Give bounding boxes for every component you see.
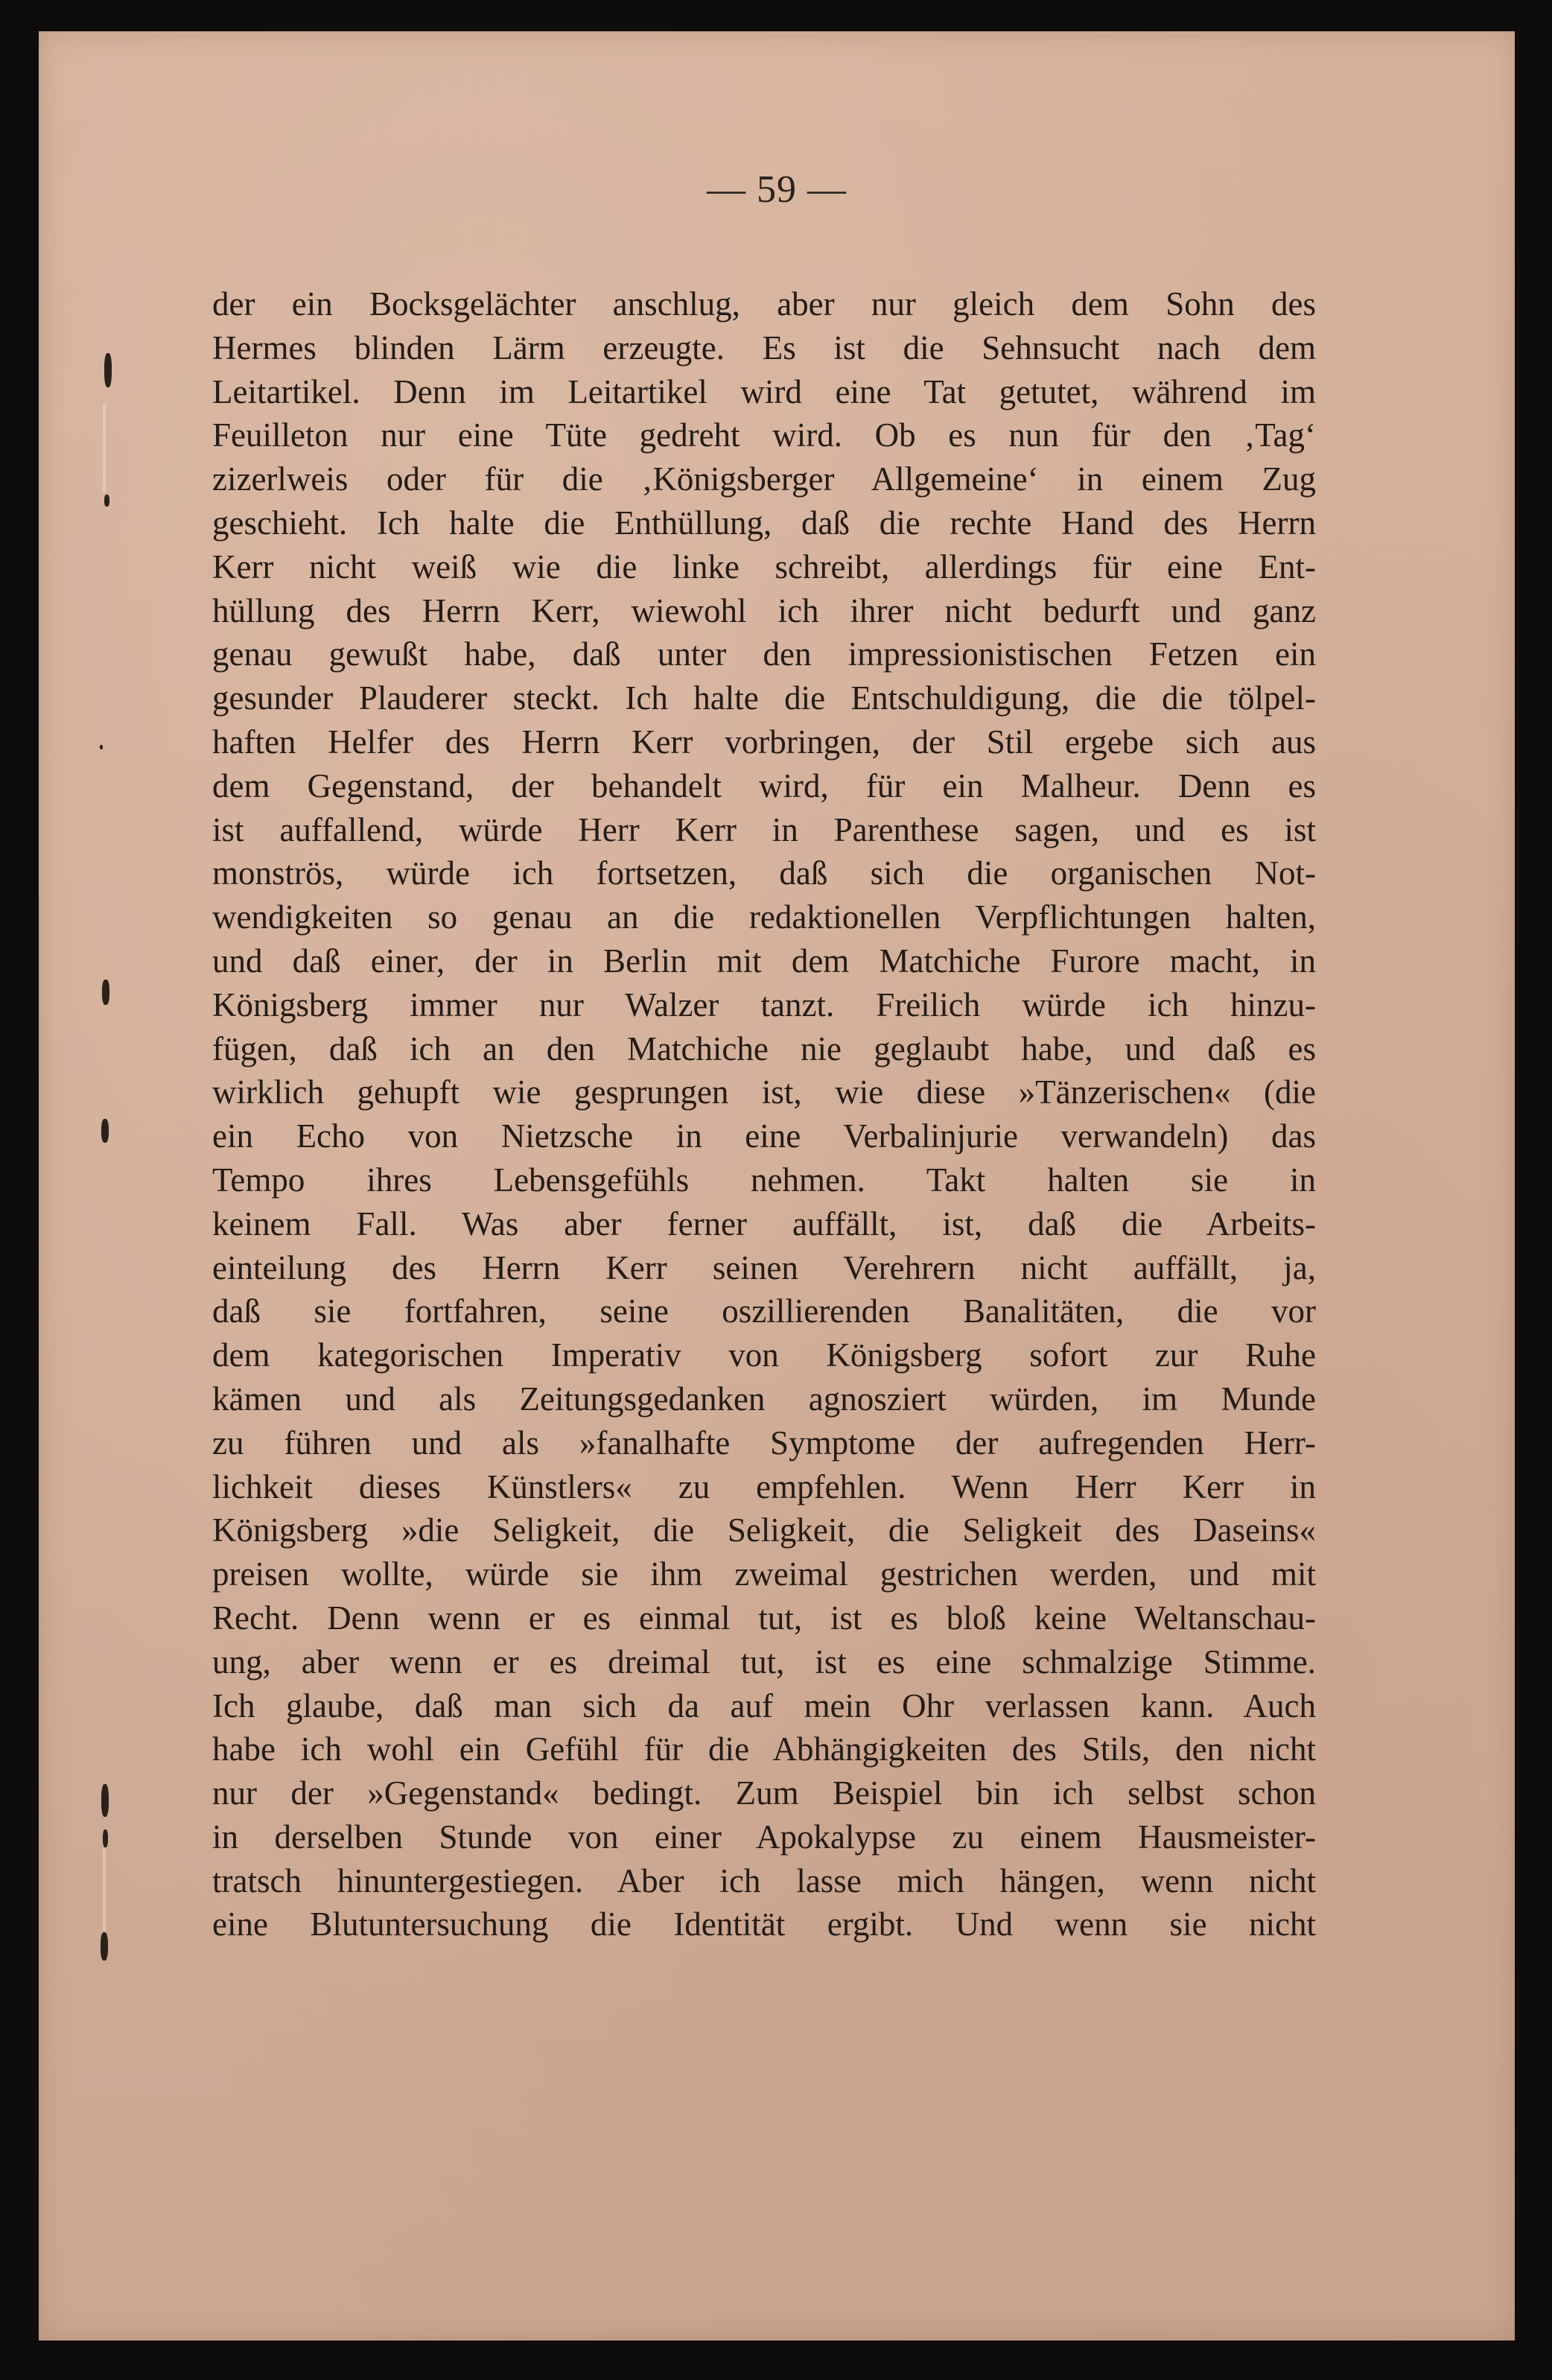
text-line: lichkeit dieses Künstlers« zu empfehlen. Wenn Herr Kerr in: [212, 1467, 1316, 1505]
text-line: gesunder Plauderer steckt. Ich halte die Entschuldigung, die die tölpel-: [212, 679, 1316, 717]
paper-crease: [103, 404, 106, 493]
text-line: Königsberg »die Seligkeit, die Seligkeit, die Seligkeit des Daseins«: [212, 1511, 1316, 1549]
text-line: hüllung des Herrn Kerr, wiewohl ich ihrer nicht bedurft und ganz: [212, 591, 1316, 629]
text-line: Feuilleton nur eine Tüte gedreht wird. Ob es nun für den ‚Tag‘: [212, 416, 1316, 454]
text-line: habe ich wohl ein Gefühl für die Abhängigkeiten des Stils, den nicht: [212, 1730, 1316, 1768]
binding-mark: [101, 1932, 108, 1961]
binding-mark: [104, 495, 109, 507]
text-line: ist auffallend, würde Herr Kerr in Parenthese sagen, und es ist: [212, 810, 1316, 848]
text-line: daß sie fortfahren, seine oszillierenden Banalitäten, die vor: [212, 1292, 1316, 1330]
text-line: Ich glaube, daß man sich da auf mein Ohr verlassen kann. Auch: [212, 1686, 1316, 1724]
text-line: preisen wollte, würde sie ihm zweimal gestrichen werden, und mit: [212, 1555, 1316, 1593]
text-line: in derselben Stunde von einer Apokalypse zu einem Hausmeister-: [212, 1818, 1316, 1856]
text-line: Hermes blinden Lärm erzeugte. Es ist die Sehnsucht nach dem: [212, 329, 1316, 366]
text-line: keinem Fall. Was aber ferner auffällt, ist, daß die Arbeits-: [212, 1205, 1316, 1243]
binding-mark: [100, 745, 103, 749]
text-line: zu führen und als »fanalhafte Symptome der aufregenden Herr-: [212, 1424, 1316, 1462]
text-line: der ein Bocksgelächter anschlug, aber nur gleich dem Sohn des: [212, 285, 1316, 323]
binding-mark: [102, 980, 109, 1005]
paper-crease: [103, 1849, 106, 1931]
text-line: wirklich gehupft wie gesprungen ist, wie diese »Tänzerischen« (die: [212, 1073, 1316, 1111]
text-line: ein Echo von Nietzsche in eine Verbalinjurie verwandeln) das: [212, 1117, 1316, 1155]
page-number: — 59 —: [707, 168, 847, 211]
text-line: nur der »Gegenstand« bedingt. Zum Beispiel bin ich selbst schon: [212, 1774, 1316, 1812]
text-line: kämen und als Zeitungsgedanken agnosziert würden, im Munde: [212, 1380, 1316, 1418]
text-line: haften Helfer des Herrn Kerr vorbringen, der Stil ergebe sich aus: [212, 723, 1316, 761]
book-page: [39, 31, 1515, 2341]
text-line: wendigkeiten so genau an die redaktionellen Verpflichtungen halten,: [212, 898, 1316, 936]
text-line: und daß einer, der in Berlin mit dem Matchiche Furore macht, in: [212, 942, 1316, 980]
text-line: Leitartikel. Denn im Leitartikel wird eine Tat getutet, während im: [212, 372, 1316, 410]
text-line: dem Gegenstand, der behandelt wird, für ein Malheur. Denn es: [212, 767, 1316, 805]
binding-mark: [101, 1119, 109, 1143]
binding-mark: [104, 353, 112, 387]
binding-mark: [103, 1830, 108, 1847]
binding-mark: [101, 1784, 109, 1817]
text-line: geschieht. Ich halte die Enthüllung, daß die rechte Hand des Herrn: [212, 504, 1316, 542]
text-line: Recht. Denn wenn er es einmal tut, ist es bloß keine Weltanschau-: [212, 1599, 1316, 1637]
text-line: einteilung des Herrn Kerr seinen Verehrern nicht auffällt, ja,: [212, 1248, 1316, 1286]
text-line: ung, aber wenn er es dreimal tut, ist es eine schmalzige Stimme.: [212, 1643, 1316, 1681]
text-line: genau gewußt habe, daß unter den impressionistischen Fetzen ein: [212, 635, 1316, 673]
text-line: monströs, würde ich fortsetzen, daß sich die organischen Not-: [212, 854, 1316, 892]
text-line: zizerlweis oder für die ‚Königsberger Allgemeine‘ in einem Zug: [212, 460, 1316, 498]
text-line: Königsberg immer nur Walzer tanzt. Freilich würde ich hinzu-: [212, 986, 1316, 1024]
text-line: tratsch hinuntergestiegen. Aber ich lasse mich hängen, wenn nicht: [212, 1862, 1316, 1900]
body-text: [212, 282, 1316, 1946]
text-line: Tempo ihres Lebensgefühls nehmen. Takt halten sie in: [212, 1161, 1316, 1199]
text-line: eine Blutuntersuchung die Identität ergibt. Und wenn sie nicht: [212, 1905, 1316, 1943]
text-line: fügen, daß ich an den Matchiche nie geglaubt habe, und daß es: [212, 1029, 1316, 1067]
text-line: dem kategorischen Imperativ von Königsberg sofort zur Ruhe: [212, 1336, 1316, 1374]
text-line: Kerr nicht weiß wie die linke schreibt, allerdings für eine Ent-: [212, 548, 1316, 586]
